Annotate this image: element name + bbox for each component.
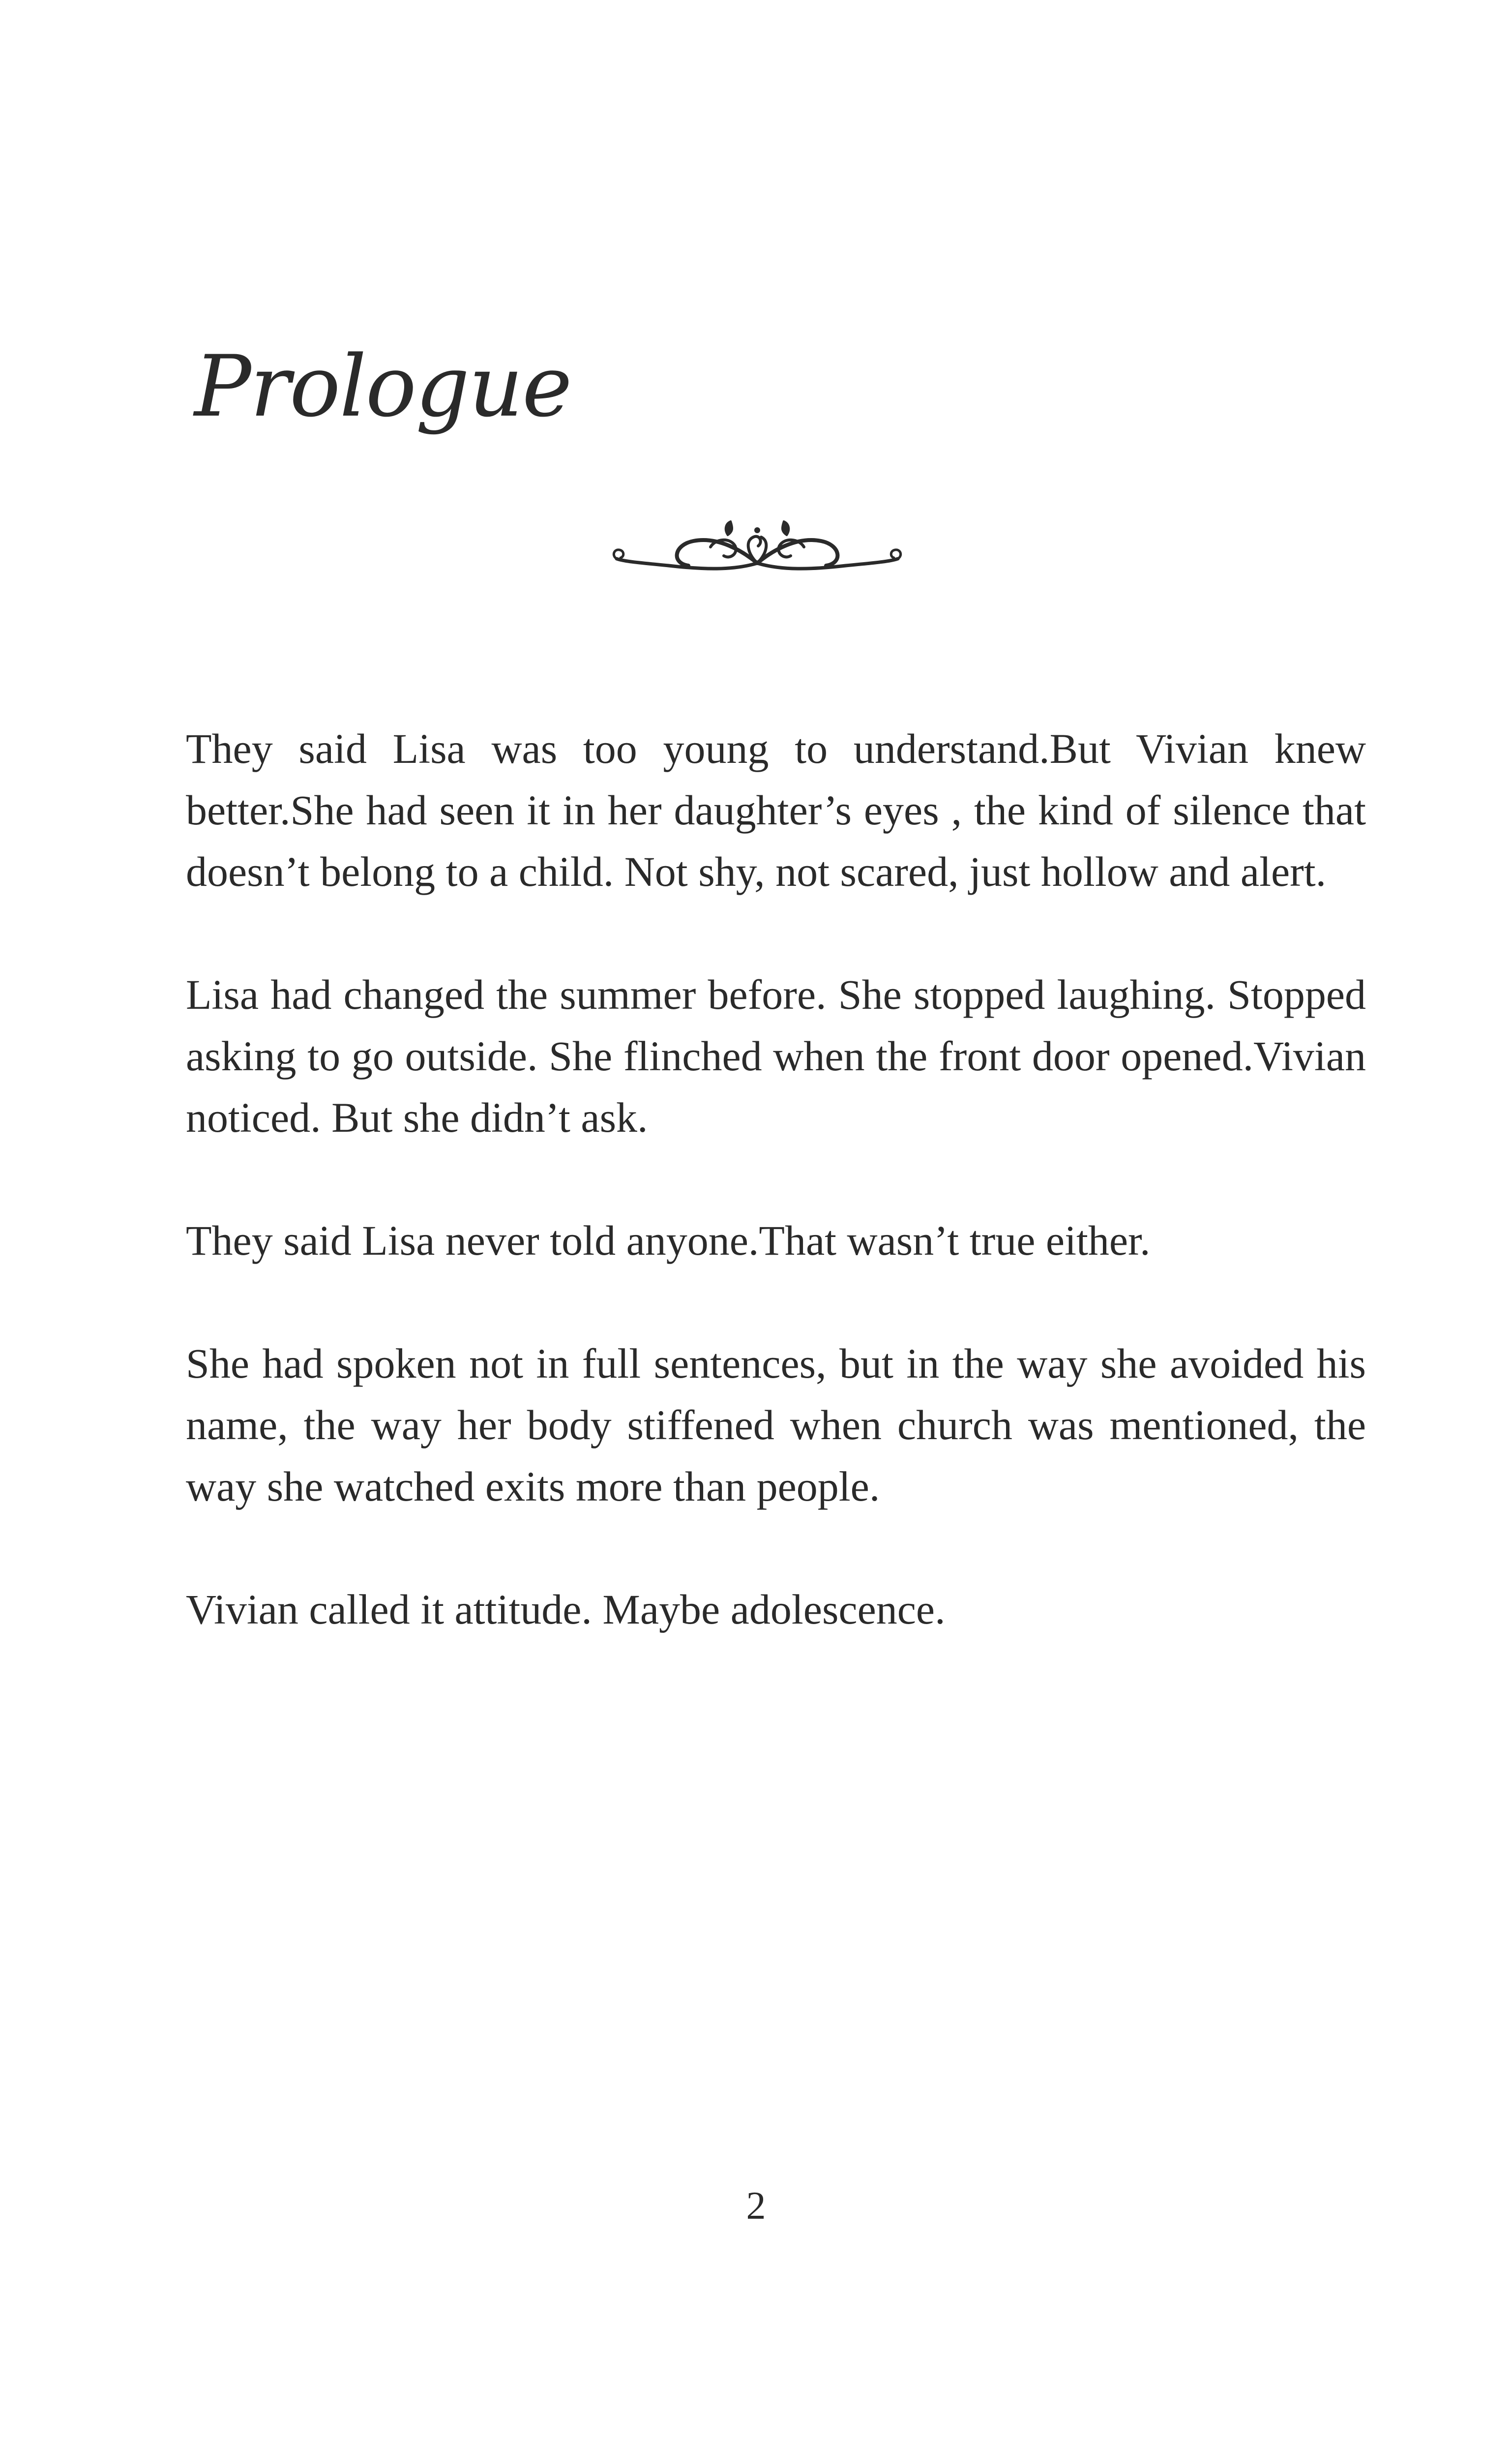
chapter-title: Prologue xyxy=(194,337,571,436)
paragraph-5: Vivian called it attitude. Maybe adolescence. xyxy=(186,1586,946,1633)
paragraph-3: They said Lisa never told anyone.That wasn’t true either. xyxy=(186,1217,1151,1264)
prologue-body xyxy=(186,718,1366,1702)
flourish-divider-icon xyxy=(610,516,905,590)
paragraph-1: They said Lisa was too young to understand.But Vivian knew better.She had seen it in her daughter’s eyes , the kind of silence that doesn’t belong to a child. Not shy, not scared, just hollow and alert. xyxy=(186,725,1366,895)
paragraph-2: Lisa had changed the summer before. She stopped laughing. Stopped asking to go outside. She flinched when the front door opened.Vivian noticed. But she didn’t ask. xyxy=(186,971,1366,1141)
paragraph-4: She had spoken not in full sentences, but in the way she avoided his name, the way her body stiffened when church was mentioned, the way she watched exits more than people. xyxy=(186,1340,1366,1510)
page-number: 2 xyxy=(746,2184,766,2228)
